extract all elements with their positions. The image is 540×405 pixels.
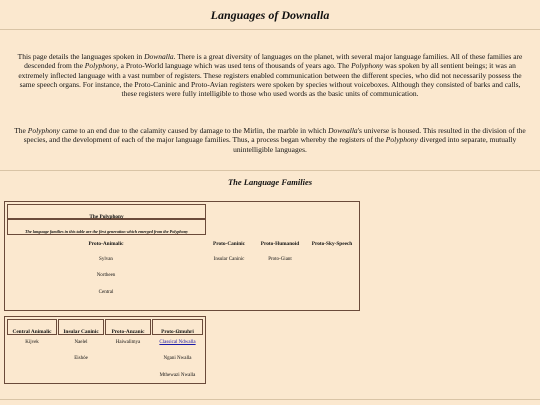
desc-ngani-nwalla: Ngani Nwalla xyxy=(163,356,192,361)
desc-naelel: Naelel xyxy=(74,340,88,345)
section-title: The Language Families xyxy=(227,177,313,187)
child-insular-caninic: Insular Caninic xyxy=(213,257,245,262)
intro-paragraph xyxy=(14,52,526,98)
intro-segment: was spoken by all sentient beings; it was an extremely inflected language with a vast number of registers. These registers enabled communication between the different species, who did not necessarily possess the same speech organs. For instance, the Proto-Caninic and Proto-Avian registers were spoken by species without voiceboxes. Although they consisted of barks and calls, these registers were fully intelligible to those who used words as the basic units of communication. xyxy=(18,61,522,99)
intro-segment: , a Proto-World language which was used tens of thousands of years ago. The xyxy=(116,61,352,71)
section-divider xyxy=(0,170,540,171)
desc-kijvek: Kijvek xyxy=(25,340,39,345)
desc-mthewazi-nwalla: Mthewazi Nwalla xyxy=(159,373,196,378)
child-proto-giant: Proto-Giant xyxy=(268,257,292,262)
intro-segment: Polyphony xyxy=(84,61,117,71)
intro-segment: This page details the languages spoken in xyxy=(17,52,145,61)
polyphony-root-cell xyxy=(7,204,206,219)
second-segment: 's universe is housed. This resulted in the division of the species, and the development of each of the major language families. Thus, a process began whereby the registers of the xyxy=(23,126,526,145)
second-segment: Downalla xyxy=(328,126,358,135)
child-sylvan: Sylvan xyxy=(99,257,113,262)
desc-eishoe: Eishóe xyxy=(74,356,88,361)
title-divider xyxy=(0,29,540,30)
col-proto-omuhri-label: Proto-Ωmuhri xyxy=(161,329,194,335)
polyphony-note-cell xyxy=(7,219,206,235)
polyphony-note: The language families in this table are the first generation which emerged from the Polyphony xyxy=(24,229,189,234)
branch-proto-sky-speech: Proto-Sky-Speech xyxy=(311,241,353,247)
footer-divider xyxy=(0,399,540,400)
desc-classical-ndwalla[interactable] xyxy=(152,340,203,345)
second-paragraph xyxy=(14,126,526,154)
child-northeen: Northeen xyxy=(96,273,116,278)
branch-proto-caninic: Proto-Caninic xyxy=(213,241,245,247)
col-proto-omuhri xyxy=(152,319,203,335)
second-segment: diverged into separate, mutually unintelligible languages. xyxy=(233,135,517,154)
intro-segment: Polyphony xyxy=(351,61,384,71)
col-central-animalic xyxy=(7,319,57,335)
second-segment: came to an end due to the calamity caused by damage to the Mirlin, the marble in which xyxy=(59,126,329,135)
page-title: Languages of Downalla xyxy=(210,8,330,22)
second-segment: Polyphony xyxy=(385,135,418,145)
polyphony-root-label: The Polyphony xyxy=(89,214,124,220)
branch-proto-humanoid: Proto-Humanoid xyxy=(260,241,300,247)
col-proto-anzanic-label: Proto-Anzanic xyxy=(111,329,145,335)
desc-haiwalimya: Haiwalimya xyxy=(115,340,141,345)
second-segment: Polyphony xyxy=(27,126,60,135)
intro-segment: . There is a great diversity of languages on the planet, with several major language families. All of these families are descended from the xyxy=(24,52,523,71)
second-segment: The xyxy=(14,126,28,135)
classical-ndwalla-link[interactable]: Classical Ndwalla xyxy=(159,340,196,345)
child-central: Central xyxy=(98,290,114,295)
col-central-animalic-label: Central Animalic xyxy=(12,329,52,335)
branch-proto-animalic: Proto-Animalic xyxy=(88,241,124,247)
col-proto-anzanic xyxy=(105,319,151,335)
col-insular-caninic-label: Insular Caninic xyxy=(63,329,99,335)
intro-segment: Downalla xyxy=(144,52,174,61)
col-insular-caninic xyxy=(58,319,104,335)
